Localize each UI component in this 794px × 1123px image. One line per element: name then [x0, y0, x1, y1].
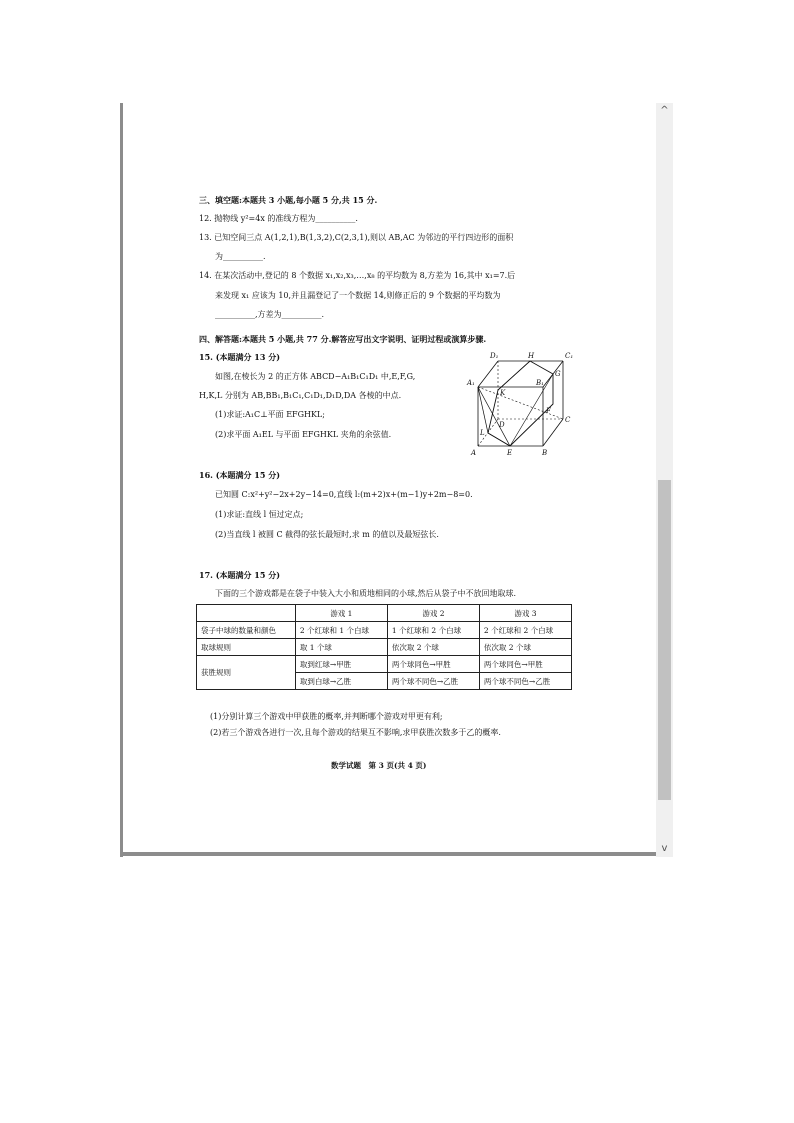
- question-15-line1: 如图,在棱长为 2 的正方体 ABCD−A₁B₁C₁D₁ 中,E,F,G,: [215, 372, 416, 381]
- label-b1: B₁: [536, 379, 544, 387]
- question-13-line2: 为__________.: [215, 252, 266, 261]
- table-cell: 两个球不同色→乙胜: [479, 673, 571, 690]
- page-footer: 数学试题 第 3 页(共 4 页): [331, 761, 427, 770]
- question-17-part2: (2)若三个游戏各进行一次,且每个游戏的结果互不影响,求甲获胜次数多于乙的概率.: [210, 728, 501, 737]
- table-cell: 袋子中球的数量和颜色: [197, 622, 296, 639]
- table-cell: 依次取 2 个球: [387, 639, 479, 656]
- table-header-cell: 游戏 3: [479, 605, 571, 622]
- table-cell: 取到红球→甲胜: [295, 656, 387, 673]
- label-d1: D₁: [490, 352, 499, 360]
- table-cell: 依次取 2 个球: [479, 639, 571, 656]
- question-14-line1: 14. 在某次活动中,登记的 8 个数据 x₁,x₂,x₃,…,x₈ 的平均数为 8,方差为 16,其中 x₁=7.后: [199, 271, 516, 280]
- table-header-cell: 游戏 2: [387, 605, 479, 622]
- scrollbar-thumb[interactable]: [658, 480, 671, 800]
- table-row: [197, 639, 572, 656]
- label-a1: A₁: [467, 379, 475, 387]
- table-cell: 取球规则: [197, 639, 296, 656]
- table-header-cell: 游戏 1: [295, 605, 387, 622]
- table-cell: [197, 605, 296, 622]
- table-cell: 两个球同色→甲胜: [387, 656, 479, 673]
- question-14-line2: 来发现 x₁ 应该为 10,并且漏登记了一个数据 14,则修正后的 9 个数据的平均数为: [215, 291, 501, 300]
- question-17-title: 17. (本题满分 15 分): [199, 570, 280, 580]
- table-header-row: [197, 605, 572, 622]
- scroll-up-arrow-icon[interactable]: ^: [660, 105, 669, 116]
- table-row: [197, 656, 572, 673]
- label-l: L: [480, 429, 485, 437]
- question-16-part1: (1)求证:直线 l 恒过定点;: [215, 510, 304, 519]
- table-cell: 取到白球→乙胜: [295, 673, 387, 690]
- section4-heading: 四、解答题:本题共 5 小题,共 77 分.解答应写出文字说明、证明过程或演算步骤.: [199, 334, 487, 344]
- question-15-part2: (2)求平面 A₁EL 与平面 EFGHKL 夹角的余弦值.: [215, 430, 392, 439]
- question-15-title: 15. (本题满分 13 分): [199, 352, 280, 362]
- label-k: K: [500, 389, 506, 397]
- question-12: 12. 抛物线 y²=4x 的准线方程为__________.: [199, 214, 358, 223]
- label-d: D: [499, 421, 505, 429]
- table-cell: 2 个红球和 1 个白球: [295, 622, 387, 639]
- label-a: A: [471, 449, 477, 457]
- label-c1: C₁: [565, 352, 574, 360]
- table-cell: 获胜规则: [197, 656, 296, 690]
- label-b: B: [542, 449, 548, 457]
- label-g: G: [555, 370, 561, 378]
- scroll-down-arrow-icon[interactable]: v: [661, 843, 668, 854]
- viewer-bottom-border: [120, 852, 656, 856]
- question-14-line3: __________,方差为__________.: [215, 310, 325, 319]
- table-cell: 1 个红球和 2 个白球: [387, 622, 479, 639]
- table-cell: 两个球不同色→乙胜: [387, 673, 479, 690]
- table-cell: 两个球同色→甲胜: [479, 656, 571, 673]
- question-16-title: 16. (本题满分 15 分): [199, 470, 280, 480]
- table-cell: 2 个红球和 2 个白球: [479, 622, 571, 639]
- question-15-part1: (1)求证:A₁C⊥平面 EFGHKL;: [215, 410, 325, 419]
- games-table: [196, 604, 572, 690]
- vertical-scrollbar[interactable]: [656, 103, 673, 857]
- question-13-line1: 13. 已知空间三点 A(1,2,1),B(1,3,2),C(2,3,1),则以 AB,AC 为邻边的平行四边形的面积: [199, 233, 514, 242]
- section3-heading: 三、填空题:本题共 3 小题,每小题 5 分,共 15 分.: [199, 195, 378, 205]
- cube-figure: [466, 349, 576, 461]
- label-e: E: [507, 449, 513, 457]
- label-h: H: [528, 352, 535, 360]
- question-17-line1: 下面的三个游戏都是在袋子中装入大小和质地相同的小球,然后从袋子中不放回地取球.: [215, 589, 517, 598]
- table-row: [197, 622, 572, 639]
- label-c: C: [565, 416, 571, 424]
- viewer-left-border: [120, 103, 123, 857]
- label-f: F: [546, 407, 551, 415]
- question-16-part2: (2)当直线 l 被圆 C 截得的弦长最短时,求 m 的值以及最短弦长.: [215, 530, 439, 539]
- question-15-line2: H,K,L 分别为 AB,BB₁,B₁C₁,C₁D₁,D₁D,DA 各棱的中点.: [199, 391, 402, 400]
- table-cell: 取 1 个球: [295, 639, 387, 656]
- question-17-part1: (1)分别计算三个游戏中甲获胜的概率,并判断哪个游戏对甲更有利;: [210, 712, 443, 721]
- question-16-line1: 已知圆 C:x²+y²−2x+2y−14=0,直线 l:(m+2)x+(m−1)y+2m−8=0.: [215, 490, 473, 499]
